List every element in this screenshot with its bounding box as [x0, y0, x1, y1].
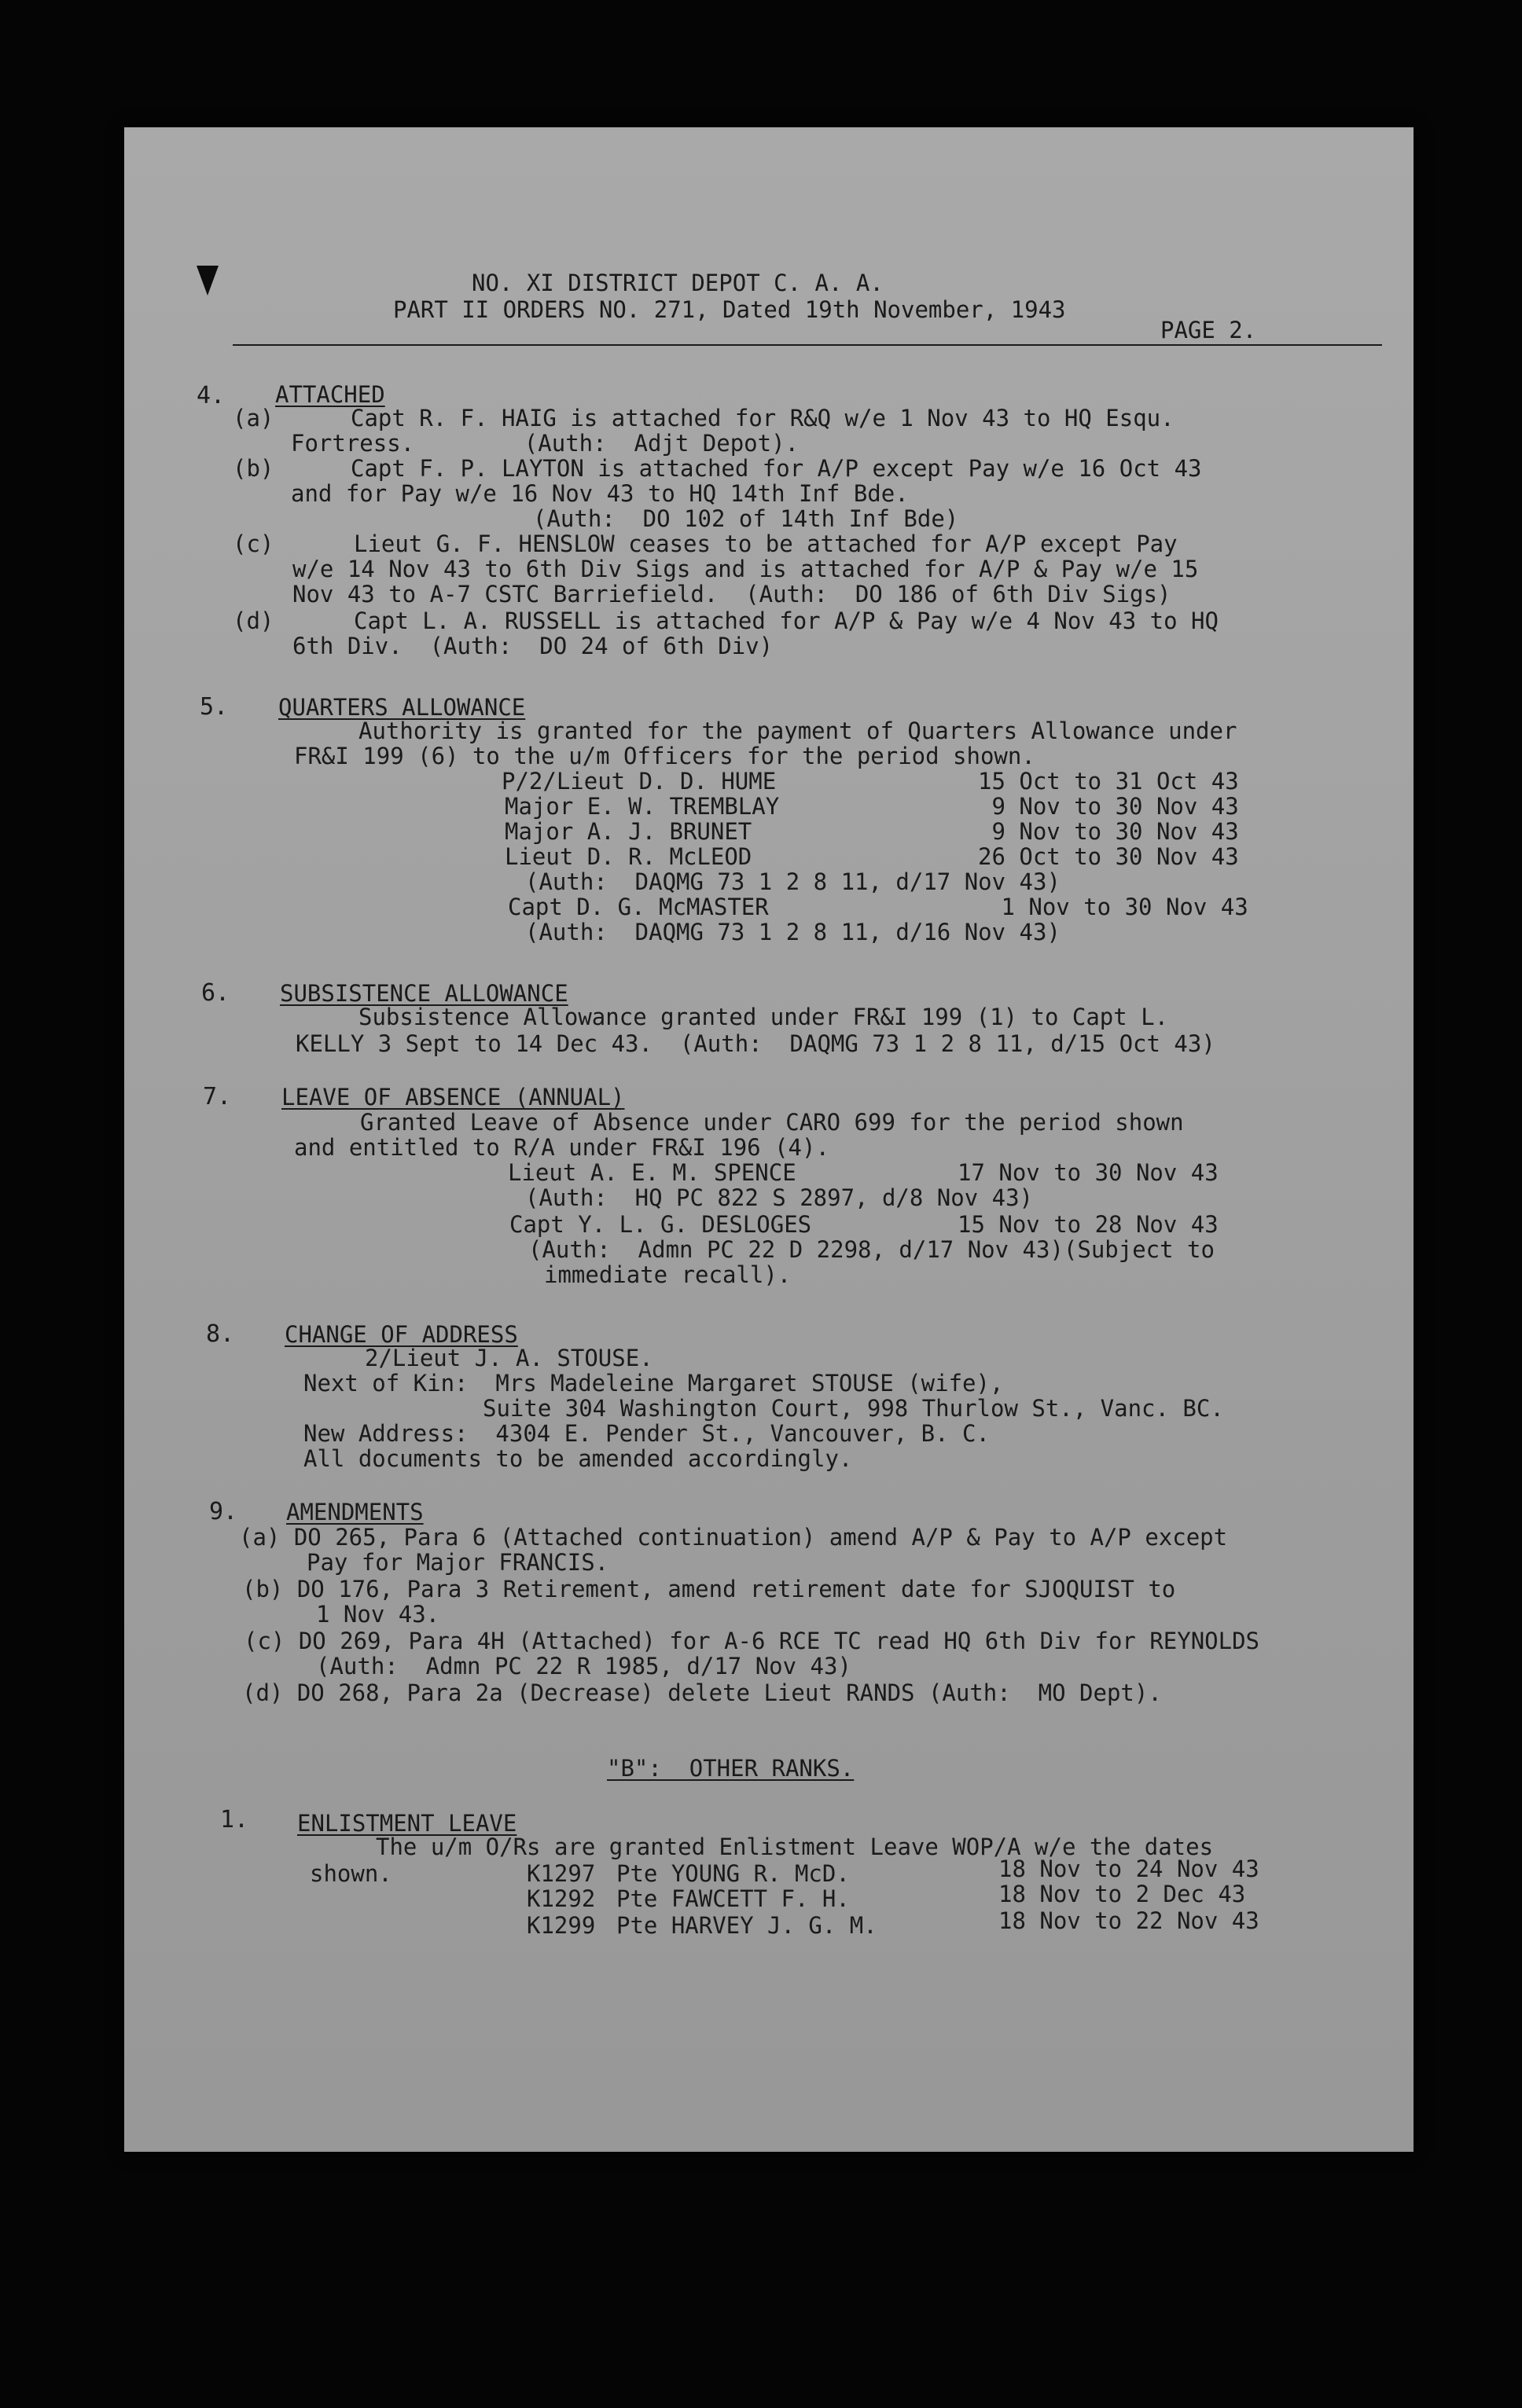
leave-row-1-name: Lieut A. E. M. SPENCE: [508, 1159, 796, 1186]
item-a-line-1: Capt R. F. HAIG is attached for R&Q w/e 1 Nov 43 to HQ Esqu.: [351, 405, 1175, 431]
item-b-line-1: Capt F. P. LAYTON is attached for A/P except Pay w/e 16 Oct 43: [351, 455, 1202, 482]
amend-c-line-2: (Auth: Admn PC 22 R 1985, d/17 Nov 43): [316, 1653, 851, 1679]
qa-row-5-dates: 1 Nov to 30 Nov 43: [987, 894, 1248, 920]
or-row-3-number: K1299: [527, 1912, 596, 1939]
or-row-2-number: K1292: [527, 1885, 596, 1912]
qa-row-4-name: Lieut D. R. McLEOD: [505, 843, 752, 870]
item-c-line-2: w/e 14 Nov 43 to 6th Div Sigs and is attached for A/P & Pay w/e 15: [292, 556, 1199, 582]
leave-row-2-dates: 15 Nov to 28 Nov 43: [958, 1211, 1219, 1238]
section-8-officer: 2/Lieut J. A. STOUSE.: [365, 1345, 653, 1371]
item-d-label: (d): [233, 608, 274, 634]
qa-row-2-name: Major E. W. TREMBLAY: [505, 793, 780, 820]
item-d-line-1: Capt L. A. RUSSELL is attached for A/P & Pay w/e 4 Nov 43 to HQ: [354, 608, 1219, 634]
qa-auth-1: (Auth: DAQMG 73 1 2 8 11, d/17 Nov 43): [525, 868, 1061, 895]
page-number: PAGE 2.: [1160, 317, 1257, 343]
section-8-number: 8.: [206, 1320, 235, 1348]
qa-row-1-dates: 15 Oct to 31 Oct 43: [978, 768, 1239, 795]
section-9-title: AMENDMENTS: [286, 1499, 424, 1525]
amend-b-line-1: (b) DO 176, Para 3 Retirement, amend retirement date for SJOQUIST to: [242, 1576, 1176, 1602]
or-row-3-dates: 18 Nov to 22 Nov 43: [998, 1907, 1259, 1934]
or-row-2-name: Pte FAWCETT F. H.: [616, 1885, 850, 1912]
leave-row-1-dates: 17 Nov to 30 Nov 43: [958, 1159, 1219, 1186]
or-row-3-name: Pte HARVEY J. G. M.: [616, 1912, 877, 1939]
item-b-line-2: and for Pay w/e 16 Nov 43 to HQ 14th Inf Bde.: [291, 480, 909, 507]
leave-row-2-auth: (Auth: Admn PC 22 D 2298, d/17 Nov 43)(Subject to: [528, 1236, 1215, 1263]
part-b-1-para-1: The u/m O/Rs are granted Enlistment Leave WOP/A w/e the dates: [376, 1834, 1214, 1860]
section-6-title: SUBSISTENCE ALLOWANCE: [280, 980, 568, 1007]
leave-row-1-auth: (Auth: HQ PC 822 S 2897, d/8 Nov 43): [525, 1184, 1034, 1211]
section-8-new-address: New Address: 4304 E. Pender St., Vancouver, B. C.: [303, 1420, 990, 1447]
section-5-para-1: Authority is granted for the payment of Quarters Allowance under: [358, 718, 1237, 744]
or-row-2-dates: 18 Nov to 2 Dec 43: [998, 1881, 1246, 1907]
section-6-para-1: Subsistence Allowance granted under FR&I 199 (1) to Capt L.: [358, 1004, 1169, 1030]
section-4-number: 4.: [197, 382, 226, 409]
orders-line: PART II ORDERS NO. 271, Dated 19th November, 1943: [393, 296, 1066, 323]
section-7-title: LEAVE OF ABSENCE (ANNUAL): [281, 1084, 625, 1110]
section-7-para-2: and entitled to R/A under FR&I 196 (4).: [294, 1134, 829, 1161]
section-6-number: 6.: [201, 979, 230, 1007]
qa-row-4-dates: 26 Oct to 30 Nov 43: [978, 843, 1239, 870]
amend-a-line-1: (a) DO 265, Para 6 (Attached continuation) amend A/P & Pay to A/P except: [239, 1524, 1228, 1551]
qa-row-3-dates: 9 Nov to 30 Nov 43: [978, 818, 1239, 845]
depot-title: NO. XI DISTRICT DEPOT C. A. A.: [472, 270, 884, 296]
section-5-title: QUARTERS ALLOWANCE: [278, 694, 526, 721]
section-8-next-of-kin: Next of Kin: Mrs Madeleine Margaret STOUSE (wife),: [303, 1370, 1004, 1397]
section-5-number: 5.: [200, 693, 229, 721]
qa-row-3-name: Major A. J. BRUNET: [505, 818, 752, 845]
leave-row-2-auth-cont: immediate recall).: [544, 1261, 792, 1288]
amend-a-line-2: Pay for Major FRANCIS.: [307, 1549, 609, 1576]
item-c-line-3: Nov 43 to A-7 CSTC Barriefield. (Auth: DO 186 of 6th Div Sigs): [292, 581, 1171, 608]
item-a-line-2: Fortress. (Auth: Adjt Depot).: [291, 430, 800, 457]
qa-row-2-dates: 9 Nov to 30 Nov 43: [978, 793, 1239, 820]
amend-c-line-1: (c) DO 269, Para 4H (Attached) for A-6 RCE TC read HQ 6th Div for REYNOLDS: [244, 1628, 1260, 1654]
section-8-note: All documents to be amended accordingly.: [303, 1445, 853, 1472]
or-row-1-name: Pte YOUNG R. McD.: [616, 1860, 850, 1887]
section-7-para-1: Granted Leave of Absence under CARO 699 for the period shown: [360, 1109, 1184, 1136]
item-d-line-2: 6th Div. (Auth: DO 24 of 6th Div): [292, 633, 774, 659]
section-8-title: CHANGE OF ADDRESS: [285, 1321, 518, 1348]
or-row-1-number: K1297: [527, 1860, 596, 1887]
item-c-line-1: Lieut G. F. HENSLOW ceases to be attached for A/P except Pay: [354, 530, 1178, 557]
header-rule: [233, 344, 1382, 346]
section-8-nok-address: Suite 304 Washington Court, 998 Thurlow St., Vanc. BC.: [483, 1395, 1224, 1422]
item-c-label: (c): [233, 530, 274, 557]
part-b-1-title: ENLISTMENT LEAVE: [297, 1810, 517, 1837]
document-page: [124, 127, 1414, 2152]
section-5-para-2: FR&I 199 (6) to the u/m Officers for the period shown.: [294, 743, 1035, 769]
section-7-number: 7.: [203, 1083, 232, 1110]
qa-auth-2: (Auth: DAQMG 73 1 2 8 11, d/16 Nov 43): [525, 919, 1061, 945]
part-b-title: "B": OTHER RANKS.: [607, 1755, 855, 1782]
part-b-1-number: 1.: [220, 1806, 249, 1834]
triangle-mark-icon: [197, 266, 219, 295]
or-row-1-dates: 18 Nov to 24 Nov 43: [998, 1856, 1259, 1882]
section-4-title: ATTACHED: [275, 381, 385, 408]
item-b-line-3: (Auth: DO 102 of 14th Inf Bde): [533, 505, 959, 532]
amend-b-line-2: 1 Nov 43.: [316, 1601, 440, 1628]
part-b-1-para-2: shown.: [310, 1860, 392, 1887]
section-6-para-2: KELLY 3 Sept to 14 Dec 43. (Auth: DAQMG 73 1 2 8 11, d/15 Oct 43): [296, 1030, 1215, 1057]
section-9-number: 9.: [209, 1498, 238, 1525]
item-b-label: (b): [233, 455, 274, 482]
qa-row-1-name: P/2/Lieut D. D. HUME: [502, 768, 777, 795]
qa-row-5-name: Capt D. G. McMASTER: [508, 894, 769, 920]
leave-row-2-name: Capt Y. L. G. DESLOGES: [509, 1211, 812, 1238]
amend-d-line-1: (d) DO 268, Para 2a (Decrease) delete Lieut RANDS (Auth: MO Dept).: [242, 1679, 1162, 1706]
item-a-label: (a): [233, 405, 274, 431]
